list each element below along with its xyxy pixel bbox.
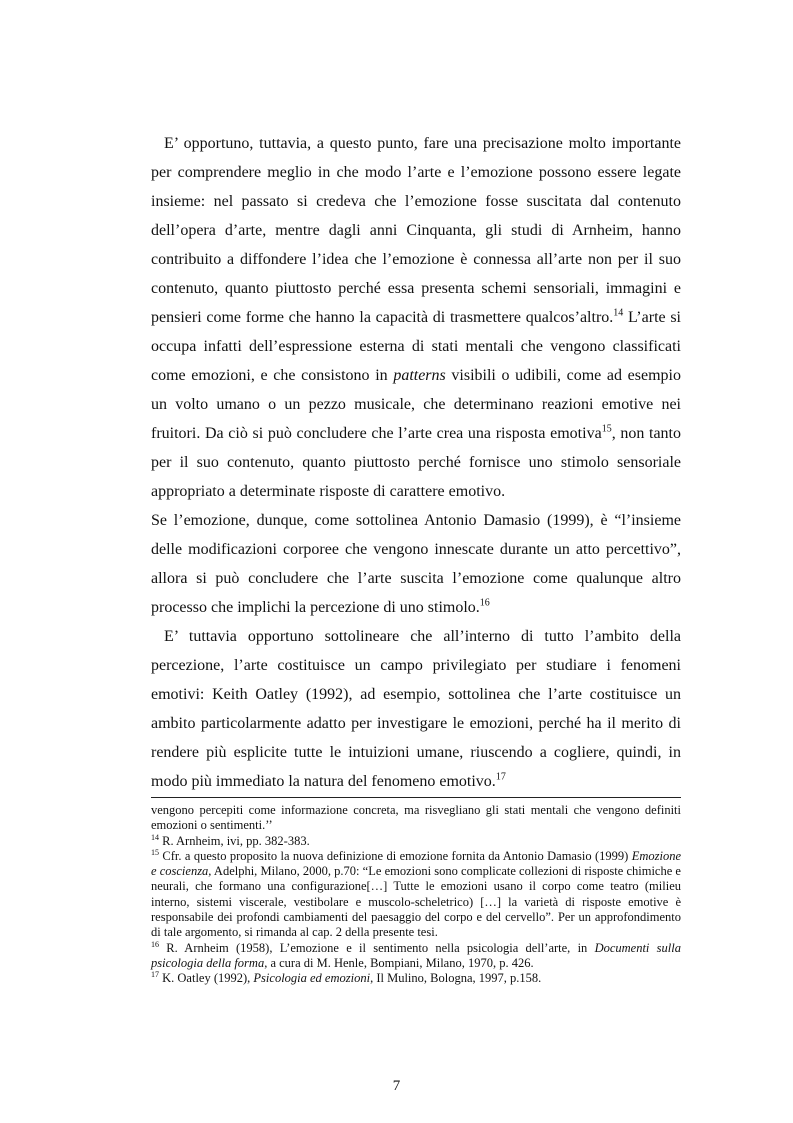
footnote-ref-16: 16 — [479, 597, 490, 609]
paragraph-3-text: E’ tuttavia opportuno sottolineare che all’interno di tutto l’ambito della percezione, l’arte costituisce un campo privilegiato per studiare i fenomeni emotivi: Keith Oatley (1992), ad esempio, sottolinea che l’arte costituisce un ambito particolarmente adatto per investigare le emozioni, perché ha il merito di rendere più esplicite tutte le intuizioni umane, riuscendo a cogliere, quindi, in modo più immediato la natura del fenomeno emotivo. — [151, 628, 681, 790]
paragraph-1-emphasis: patterns — [393, 367, 446, 384]
footnote-continuation — [151, 803, 681, 834]
paragraph-1-text-a: E’ opportuno, tuttavia, a questo punto, fare una precisazione molto importante per comprendere meglio in che modo l’arte e l’emozione possono essere legate insieme: nel passato si credeva che l’emozione fosse suscitata dal contenuto dell’opera d’arte, mentre dagli anni Cinquanta, gli studi di Arnheim, hanno contribuito a diffondere l’idea che l’emozione è connessa all’arte non per il suo contenuto, quanto piuttosto perché essa presenta schemi sensoriali, immagini e pensieri come forme che hanno la capacità di trasmettere qualcos’altro. — [151, 135, 681, 326]
paragraph-2-text: Se l’emozione, dunque, come sottolinea Antonio Damasio (1999), è “l’insieme delle modificazioni corporee che vengono innescate durante un atto percettivo”, allora si può concludere che l’arte suscita l’emozione come qualunque altro processo che implichi la percezione di uno stimolo. — [151, 512, 681, 616]
paragraph-1-text-d: , non tanto per il suo contenuto, quanto piuttosto perché fornisce uno stimolo sensoriale appropriato a determinate risposte di carattere emotivo. — [151, 425, 682, 500]
footnote-17-text-a: K. Oatley (1992), — [159, 971, 254, 986]
footnote-15-emphasis: Emozione e coscienza, — [151, 848, 681, 879]
footnotes — [151, 803, 681, 987]
footnote-16-number: 16 — [151, 939, 159, 949]
footnote-16 — [151, 941, 681, 972]
footnote-15 — [151, 849, 681, 941]
footnote-ref-15: 15 — [601, 423, 612, 435]
footnote-16-text-a: R. Arnheim (1958), L’emozione e il sentimento nella psicologia dell’arte, in — [159, 940, 595, 955]
footnote-14-text: R. Arnheim, ivi, pp. 382-383. — [159, 833, 310, 848]
footnote-14-number: 14 — [151, 832, 159, 842]
paragraph-1-text-c: visibili o udibili, come ad esempio un volto umano o un pezzo musicale, che determinano reazioni emotive nei fruitori. Da ciò si può concludere che l’arte crea una risposta emotiva — [151, 367, 681, 442]
footnote-16-emphasis: Documenti sulla psicologia della forma — [151, 940, 681, 970]
footnote-16-text-b: , a cura di M. Henle, Bompiani, Milano, 1970, p. 426. — [264, 955, 534, 970]
paragraph-1-text-b: L’arte si occupa infatti dell’espressione esterna di stati mentali che vengono classificati come emozioni, e che consistono in — [151, 309, 682, 384]
paragraph-1 — [151, 129, 681, 506]
footnote-15-number: 15 — [151, 847, 159, 857]
footnote-ref-17: 17 — [495, 771, 506, 783]
footnote-ref-14: 14 — [613, 307, 624, 319]
paragraph-2 — [151, 506, 681, 622]
footnote-17-number: 17 — [151, 970, 159, 980]
footnote-17 — [151, 971, 681, 986]
paragraph-3 — [151, 622, 681, 796]
footnote-17-emphasis: Psicologia ed emozioni — [253, 971, 371, 986]
footnote-15-text-a: Cfr. a questo proposito la nuova definizione di emozione fornita da Antonio Damasio (1999) — [159, 848, 632, 863]
footnote-separator — [151, 797, 681, 798]
page-number: 7 — [392, 1078, 401, 1094]
footnote-15-text-b: Adelphi, Milano, 2000, p.70: “Le emozioni sono complicate collezioni di risposte chimiche e neurali, che formano una configurazione[…] Tutte le emozioni usano il corpo come teatro (milieu interno, sistemi viscerale, vestibolare e muscolo-scheletrico) […] la varietà di risposte emotive è responsabile dei profondi cambiamenti del paesaggio del corpo e del cervello”. Per un approfondimento di tale argomento, si rimanda al cap. 2 della presente tesi. — [151, 864, 681, 940]
main-text — [151, 129, 681, 796]
footnote-continuation-text: vengono percepiti come informazione concreta, ma risvegliano gli stati mentali che vengono definiti emozioni o sentimenti.’’ — [151, 803, 681, 833]
footnote-14 — [151, 834, 681, 849]
footnote-17-text-b: , Il Mulino, Bologna, 1997, p.158. — [370, 971, 542, 986]
